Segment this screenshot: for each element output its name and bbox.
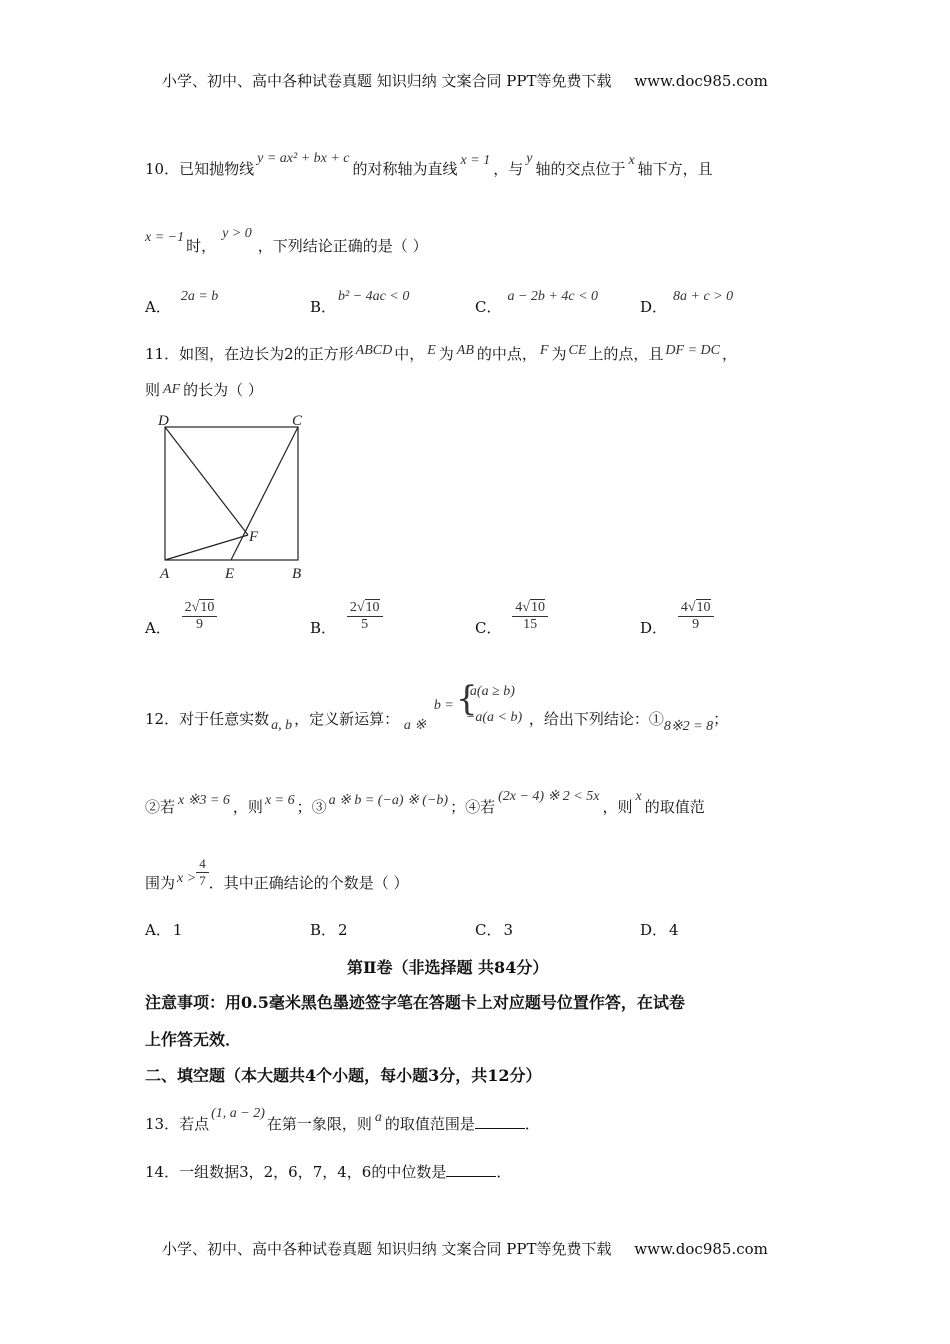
footer-url: www.doc985.com — [634, 1240, 768, 1258]
header-url: www.doc985.com — [634, 72, 768, 90]
segment-df — [165, 427, 248, 535]
q11-option-a-coef: 2 — [184, 600, 192, 615]
section-fill-blank-title: 二、填空题（本大题共4个小题，每小题3分，共12分） — [145, 1066, 542, 1085]
q12-text-12: ．其中正确结论的个数是（ ） — [208, 874, 409, 892]
q12-option-a[interactable] — [145, 919, 182, 940]
q11-option-d[interactable] — [640, 600, 714, 637]
q11-option-a-label: A． — [145, 618, 171, 637]
q11-option-d-coef: 4 — [680, 600, 688, 615]
q11-formula-ab: AB — [456, 343, 474, 358]
q12-frac-den: 7 — [196, 872, 209, 889]
q12-option-d-label: D． — [640, 921, 668, 939]
q12-text-2: ，定义新运算： — [294, 710, 400, 728]
q12-formula-ineq: (2x − 4) ※ 2 < 5x — [498, 789, 600, 804]
q11-formula-square: ABCD — [355, 343, 393, 358]
q10-option-d-expr: 8a + c > 0 — [673, 289, 734, 304]
q10-formula-x: x — [628, 153, 635, 168]
q12-text-5: ②若 — [145, 798, 176, 816]
q12-text-4: ； — [713, 710, 729, 728]
q12-formula-x6: x = 6 — [264, 793, 295, 808]
q10-formula-parabola: y = ax² + bx + c — [257, 151, 350, 166]
q12-text-10: 的取值范 — [644, 798, 705, 816]
q11-text-2: 中， — [394, 345, 425, 363]
q12-text-7: ；③ — [296, 798, 327, 816]
q12-option-b-label: B． — [310, 921, 337, 939]
q10-option-a-label: A． — [145, 298, 171, 316]
q13 — [145, 1106, 540, 1134]
q14-text-1: 一组数据3，2，6，7，4，6的中位数是 — [179, 1163, 447, 1181]
q13-text-3: 的取值范围是 — [384, 1115, 475, 1133]
q11-text-4: 的中点， — [476, 345, 537, 363]
q10-text-6: 时， — [186, 237, 217, 255]
q12-line2 — [145, 789, 705, 817]
q11-line2 — [145, 379, 263, 400]
q10-option-c[interactable] — [475, 289, 599, 317]
q12-formula-frac — [196, 856, 209, 889]
q11-text-7: ， — [721, 345, 737, 363]
q11-text-8: 则 — [145, 381, 161, 399]
q12-formula-frac-lhs: x > — [177, 871, 197, 886]
q11-option-c-den: 15 — [523, 617, 538, 632]
q10-formula-x-neg1: x = −1 — [145, 230, 185, 245]
q10-option-a[interactable] — [145, 289, 219, 317]
q11-option-d-den: 9 — [692, 617, 700, 632]
segment-af — [165, 535, 248, 560]
q13-text-4: ． — [524, 1115, 540, 1133]
q11-option-a-rad: 10 — [200, 600, 215, 615]
q13-number: 13． — [145, 1115, 180, 1133]
label-e: E — [225, 566, 235, 582]
q14-number: 14． — [145, 1163, 180, 1181]
q11-formula-e: E — [427, 343, 436, 358]
q12-option-c-value: 3 — [503, 921, 514, 939]
q11-option-d-fraction: $\frac{4√10}{9}$ — [678, 600, 714, 633]
q10-line2 — [145, 226, 428, 256]
q10-option-b-label: B． — [310, 298, 337, 316]
q12-text-11: 围为 — [145, 874, 176, 892]
q12-text-3: ，给出下列结论：① — [528, 710, 664, 728]
q11-option-b-coef: 2 — [349, 600, 357, 615]
q11-option-b-den: 5 — [361, 617, 369, 632]
q10-formula-y: y — [526, 151, 533, 166]
q10-option-c-label: C． — [475, 298, 502, 316]
q12-line3 — [145, 856, 408, 896]
q12-formula-ab: a, b — [271, 718, 293, 733]
q11-option-a-fraction: $\frac{2√10}{9}$ — [182, 600, 218, 633]
q12-formula-x: x — [635, 789, 642, 804]
q10-line1 — [145, 151, 713, 179]
q10-option-d-label: D． — [640, 298, 668, 316]
q10-option-b-expr: b² − 4ac < 0 — [338, 289, 410, 304]
q12-def-lhs: a ※ — [403, 718, 427, 733]
segment-ce — [231, 427, 298, 560]
q10-text-1: 已知抛物线 — [179, 160, 255, 178]
q12-text-1: 对于任意实数 — [179, 710, 270, 728]
page-header — [162, 70, 768, 91]
q11-formula-f: F — [539, 343, 549, 358]
q11-option-c-rad: 10 — [530, 600, 545, 615]
q12-definition — [404, 680, 529, 736]
q12-option-b[interactable] — [310, 919, 348, 940]
q11-option-a-den: 9 — [195, 617, 203, 632]
part2-notice-2: 上作答无效． — [145, 1030, 242, 1049]
q12-option-d[interactable] — [640, 919, 679, 940]
q14-text-2: ． — [496, 1163, 512, 1181]
q10-text-5: 轴下方，且 — [637, 160, 713, 178]
q11-number: 11． — [145, 345, 180, 363]
q10-formula-axis: x = 1 — [460, 153, 491, 168]
q12-text-9: ，则 — [602, 798, 633, 816]
q11-option-d-label: D． — [640, 618, 668, 637]
q12-option-c[interactable] — [475, 919, 513, 940]
q11-option-b-label: B． — [310, 618, 337, 637]
q11-option-c-label: C． — [475, 618, 502, 637]
q11-text-6: 上的点，且 — [588, 345, 664, 363]
q11-formula-ce: CE — [568, 343, 587, 358]
label-a: A — [160, 566, 170, 582]
q11-line1 — [145, 343, 737, 364]
q11-option-a[interactable] — [145, 600, 217, 637]
q13-formula-a: a — [374, 1110, 382, 1125]
q12-option-d-value: 4 — [669, 921, 679, 939]
q11-option-d-rad: 10 — [696, 600, 711, 615]
q11-option-b[interactable] — [310, 600, 383, 637]
footer-text: 小学、初中、高中各种试卷真题 知识归纳 文案合同 PPT等免费下载 — [162, 1240, 612, 1258]
q12-def-b: b = — [433, 698, 454, 713]
q11-text-1: 如图，在边长为2的正方形 — [179, 345, 354, 363]
header-text: 小学、初中、高中各种试卷真题 知识归纳 文案合同 PPT等免费下载 — [162, 72, 612, 90]
q11-option-c-fraction: $\frac{4√10}{15}$ — [512, 600, 548, 633]
q10-option-b[interactable] — [310, 289, 410, 317]
q11-option-c[interactable] — [475, 600, 548, 637]
q12-formula-x3: x ※3 = 6 — [178, 793, 230, 808]
q10-option-d[interactable] — [640, 289, 734, 317]
q14 — [145, 1161, 511, 1182]
q12-formula-neg: a ※ b = (−a) ※ (−b) — [328, 793, 449, 808]
q12-text-6: ，则 — [232, 798, 263, 816]
page-footer — [162, 1238, 768, 1259]
q12-option-b-value: 2 — [338, 921, 348, 939]
q11-option-c-coef: 4 — [515, 600, 523, 615]
q10-formula-y-pos: y > 0 — [222, 226, 252, 241]
q11-formula-df-dc: DF = DC — [665, 343, 720, 358]
q11-formula-af: AF — [163, 382, 181, 397]
q14-answer-blank[interactable] — [446, 1162, 496, 1177]
q11-option-b-fraction: $\frac{2√10}{5}$ — [347, 600, 383, 633]
q12-text-8: ；④若 — [450, 798, 496, 816]
label-c: C — [292, 413, 303, 429]
q12-frac-num: 4 — [199, 856, 206, 871]
q11-text-3: 为 — [438, 345, 454, 363]
q10-option-a-expr: 2a = b — [180, 289, 219, 304]
q12-def-brace: { — [455, 679, 478, 719]
q12-def-case2: −a(a < b) — [465, 710, 523, 725]
q12-option-a-value: 1 — [172, 921, 183, 939]
q12-def-case1: a(a ≥ b) — [469, 684, 515, 699]
q13-answer-blank[interactable] — [475, 1114, 525, 1129]
q12-option-c-label: C． — [475, 921, 502, 939]
q12-number: 12． — [145, 710, 180, 728]
q13-formula-point: (1, a − 2) — [211, 1106, 265, 1121]
q11-figure — [150, 408, 320, 583]
part2-notice-1: 注意事项：用0.5毫米黑色墨迹签字笔在答题卡上对应题号位置作答，在试卷 — [145, 993, 685, 1012]
q12-option-a-label: A． — [145, 921, 171, 939]
q10-number: 10． — [145, 160, 180, 178]
q12-line1 — [145, 680, 728, 740]
label-b: B — [292, 566, 302, 582]
q13-text-1: 若点 — [179, 1115, 210, 1133]
q10-text-2: 的对称轴为直线 — [352, 160, 458, 178]
q11-text-9: 的长为（ ） — [183, 381, 263, 399]
label-d: D — [158, 413, 169, 429]
q11-option-b-rad: 10 — [365, 600, 380, 615]
part2-title: 第Ⅱ卷（非选择题 共84分） — [347, 958, 549, 977]
q10-text-7: ，下列结论正确的是（ ） — [257, 237, 428, 255]
q11-text-5: 为 — [551, 345, 567, 363]
q13-text-2: 在第一象限，则 — [266, 1115, 372, 1133]
q10-text-3: ，与 — [493, 160, 524, 178]
q10-option-c-expr: a − 2b + 4c < 0 — [507, 289, 599, 304]
q12-formula-8-2: 8※2 = 8 — [663, 719, 714, 734]
label-f: F — [249, 529, 259, 545]
q10-text-4: 轴的交点位于 — [535, 160, 626, 178]
